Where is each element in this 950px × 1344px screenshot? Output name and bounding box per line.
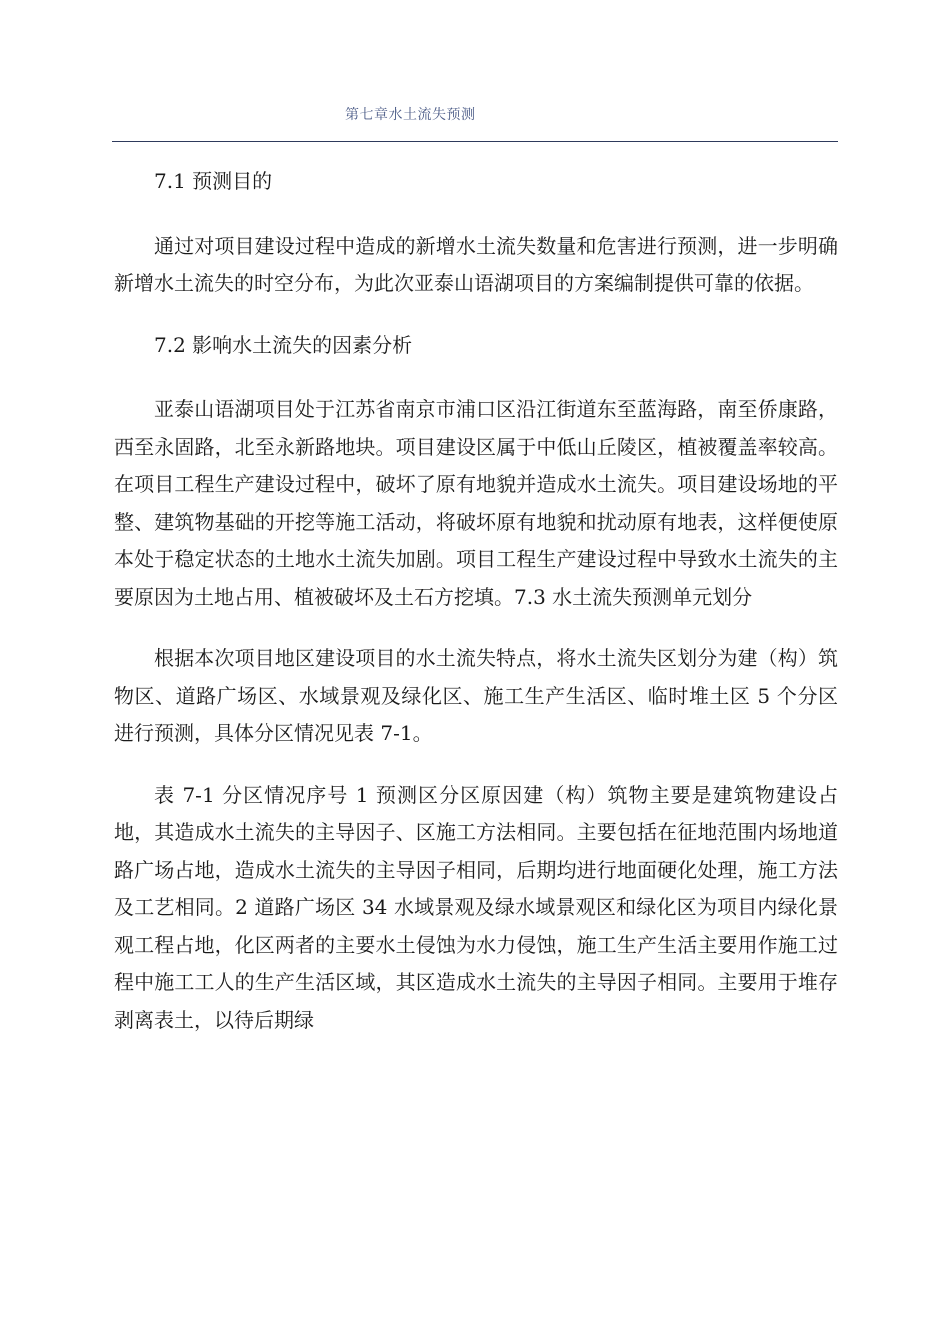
running-header: 第七章水土流失预测 [345, 107, 476, 123]
document-body [114, 163, 838, 1063]
header-divider [112, 141, 838, 142]
paragraph-zoning: 根据本次项目地区建设项目的水土流失特点，将水土流失区划分为建（构）筑物区、道路广场区、水域景观及绿化区、施工生产生活区、临时堆土区 5 个分区进行预测，具体分区情况见表 7-1。 [114, 646, 838, 745]
paragraph-factor-analysis: 亚泰山语湖项目处于江苏省南京市浦口区沿江街道东至蓝海路，南至侨康路，西至永固路，北至永新路地块。项目建设区属于中低山丘陵区，植被覆盖率较高。在项目工程生产建设过程中，破坏了原有地貌并造成水土流失。项目建设场地的平整、建筑物基础的开挖等施工活动，将破坏原有地貌和扰动原有地表，这样便使原本处于稳定状态的土地水土流失加剧。项目工程生产建设过程中导致水土流失的主要原因为土地占用、植被破坏及土石方挖填。7.3 水土流失预测单元划分 [114, 397, 838, 609]
section-heading-7-1: 7.1 预测目的 [154, 169, 273, 193]
paragraph-table-7-1: 表 7-1 分区情况序号 1 预测区分区原因建（构）筑物主要是建筑物建设占地，其造成水土流失的主导因子、区施工方法相同。主要包括在征地范围内场地道路广场占地，造成水土流失的主导因子相同，后期均进行地面硬化处理，施工方法及工艺相同。2 道路广场区 34 水域景观及绿水域景观区和绿化区为项目内绿化景观工程占地，化区两者的主要水土侵蚀为水力侵蚀，施工生产生活主要用作施工过程中施工工人的生产生活区域，其区造成水土流失的主导因子相同。主要用于堆存剥离表土，以待后期绿 [114, 782, 838, 1032]
section-heading-7-2: 7.2 影响水土流失的因素分析 [154, 332, 413, 357]
paragraph-purpose: 通过对项目建设过程中造成的新增水土流失数量和危害进行预测，进一步明确新增水土流失的时空分布，为此次亚泰山语湖项目的方案编制提供可靠的依据。 [114, 233, 838, 295]
